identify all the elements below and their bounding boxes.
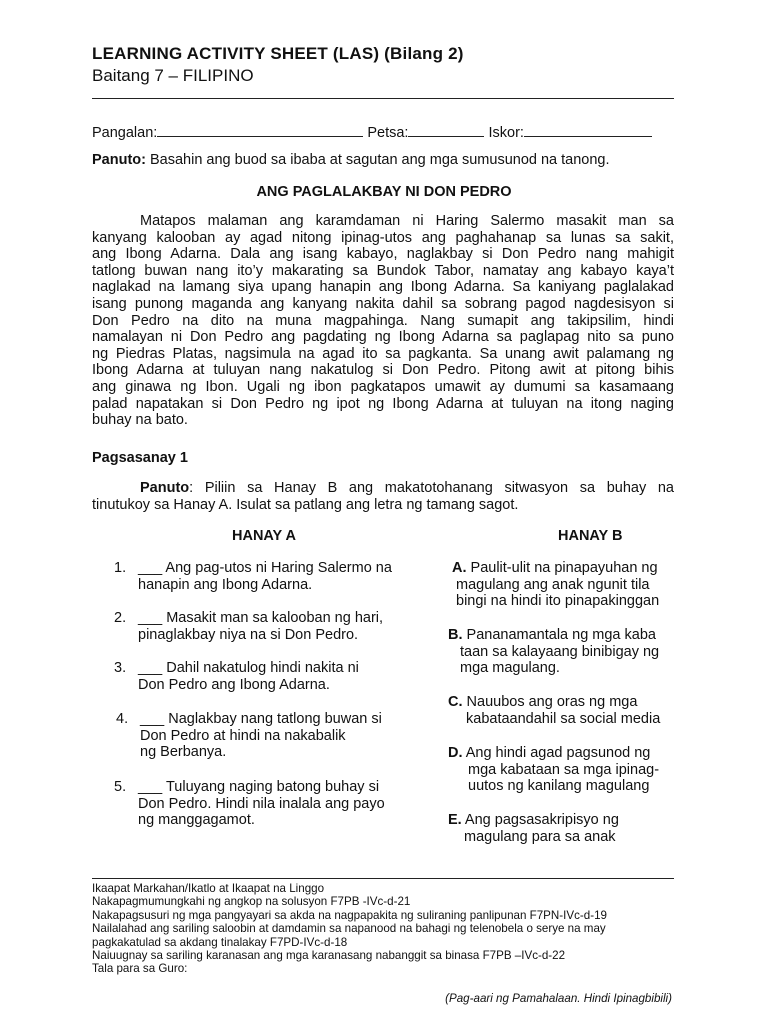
story-line: ng Piedras Platas, nagsimula na agad ito sa pagkanta. Sa unang awit palamang ng bbox=[92, 345, 674, 362]
instruction-label: Panuto: bbox=[92, 152, 146, 168]
answer-blank-line[interactable]: ___ Naglakbay nang tatlong buwan si bbox=[140, 711, 382, 727]
score-blank[interactable] bbox=[524, 122, 652, 137]
exercise-instruction-text: : Piliin sa Hanay B ang makatotohanang sitwasyon sa buhay na bbox=[189, 480, 674, 496]
header-divider bbox=[92, 98, 674, 99]
story-line: Matapos malaman ang karamdaman ni Haring Salermo masakit man sa bbox=[140, 213, 674, 229]
exercise-instruction bbox=[92, 480, 674, 513]
footer-divider bbox=[92, 878, 674, 879]
footer-competencies bbox=[92, 882, 607, 976]
footer-line: Nakapagsusuri ng mga pangyayari sa akda na nagpapakita ng suliraning panlipunan F7PN-IVc-d-19 bbox=[92, 908, 607, 922]
column-b-item-e: E. Ang pagsasakripisyo ng magulang para sa anak bbox=[448, 812, 619, 845]
sheet-title: LEARNING ACTIVITY SHEET (LAS) (Bilang 2) bbox=[92, 44, 464, 63]
footer-line: Ikaapat Markahan/Ikatlo at Ikaapat na Linggo bbox=[92, 882, 325, 895]
footer-line: Nakapagmumungkahi ng angkop na solusyon F7PB -IVc-d-21 bbox=[92, 895, 411, 909]
column-b-item-a: A. Paulit-ulit na pinapayuhan ng magulang ang anak ngunit tila bingi na hindi ito pinapakinggan bbox=[452, 560, 660, 610]
story-line: ang ginawa ng Ibon. Ugali ng ibon pagkatapos umawit ay dumumi sa kasamaang bbox=[92, 378, 674, 395]
instruction-text: Basahin ang buod sa ibaba at sagutan ang mga sumusunod na tanong. bbox=[145, 152, 610, 168]
score-label: Iskor: bbox=[488, 125, 524, 141]
story-line: Ibong Adarna at tuluyan nang nakatulog si Don Pedro. Pitong awit at pitong bihis bbox=[92, 362, 674, 379]
instruction bbox=[92, 152, 610, 168]
story-line: isang punong maganda ang kanyang nakita dahil sa sobrang pagod nagdesisyon si bbox=[92, 295, 674, 312]
story-line: namalayan ni Don Pedro ang pagdating ng Ibong Adarna sa paglapag nito sa puno bbox=[92, 329, 674, 346]
column-b-item-c: C. Nauubos ang oras ng mga kabataandahil sa social media bbox=[448, 694, 661, 727]
answer-blank-line[interactable]: ___ Ang pag-utos ni Haring Salermo na bbox=[138, 560, 392, 576]
story-line: ang Ibong Adarna. Dala ang isang kabayo, naglakbay si Don Pedro nang mahigit bbox=[92, 246, 674, 263]
name-blank[interactable] bbox=[157, 122, 363, 137]
date-label: Petsa: bbox=[367, 125, 409, 141]
story-line: tatlong buwan nang ito’y makarating sa Bundok Tabor, namatay ang kabayo kaya’t bbox=[92, 262, 674, 279]
story-paragraph bbox=[92, 213, 674, 429]
story-line: kanyang kalooban ay agad nitong ipinag-utos ang paghahanap sa lunas sa sakit, bbox=[92, 229, 674, 246]
story-title: ANG PAGLALAKBAY NI DON PEDRO bbox=[256, 184, 512, 200]
column-b-header: HANAY B bbox=[558, 528, 623, 544]
footer-line: pagkakatulad sa akdang tinalakay F7PD-IVc-d-18 bbox=[92, 935, 348, 949]
story-line: Don Pedro na dito na muna magpahinga. Nang sumapit ang takipsilim, hindi bbox=[92, 312, 674, 329]
date-blank[interactable] bbox=[408, 122, 484, 137]
story-line: buhay na bato. bbox=[92, 412, 188, 429]
column-b-item-d: D. Ang hindi agad pagsunod ng mga kabataan sa mga ipinag- uutos ng kanilang magulang bbox=[448, 745, 660, 795]
answer-blank-line[interactable]: ___ Dahil nakatulog hindi nakita ni bbox=[138, 660, 359, 676]
student-info-fields bbox=[92, 122, 652, 141]
footer-line: Naiuugnay sa sariling karanasan ang mga karanasang nabanggit sa binasa F7PB –IVc-d-22 bbox=[92, 949, 566, 963]
column-a-header: HANAY A bbox=[232, 528, 296, 544]
story-line: palad napatakan si Don Pedro ng ipot ng Ibong Adarna at tuluyan na itong naging bbox=[92, 395, 674, 412]
story-line: naglakad na lamang siya upang hanapin ang Ibong Adarna. Sa kaniyang paglalakad bbox=[92, 279, 674, 296]
exercise-title: Pagsasanay 1 bbox=[92, 450, 188, 466]
answer-blank-line[interactable]: ___ Masakit man sa kalooban ng hari, bbox=[138, 610, 384, 626]
government-property-note: (Pag-aari ng Pamahalaan. Hindi Ipinagbibili) bbox=[445, 992, 672, 1005]
footer-line: Tala para sa Guro: bbox=[92, 962, 188, 976]
answer-blank-line[interactable]: ___ Tuluyang naging batong buhay si bbox=[138, 779, 380, 795]
grade-subject: Baitang 7 – FILIPINO bbox=[92, 66, 254, 85]
name-label: Pangalan: bbox=[92, 125, 158, 141]
exercise-instruction-text: tinutukoy sa Hanay A. Isulat sa patlang ang letra ng tamang sagot. bbox=[92, 496, 519, 513]
column-b-item-b: B. Pananamantala ng mga kaba taan sa kalayaang binibigay ng mga magulang. bbox=[448, 627, 660, 677]
exercise-instruction-label: Panuto bbox=[140, 480, 190, 496]
footer-line: Nailalahad ang sariling saloobin at damdamin sa napanood na bahagi ng telenobela o serye na may bbox=[92, 922, 606, 936]
